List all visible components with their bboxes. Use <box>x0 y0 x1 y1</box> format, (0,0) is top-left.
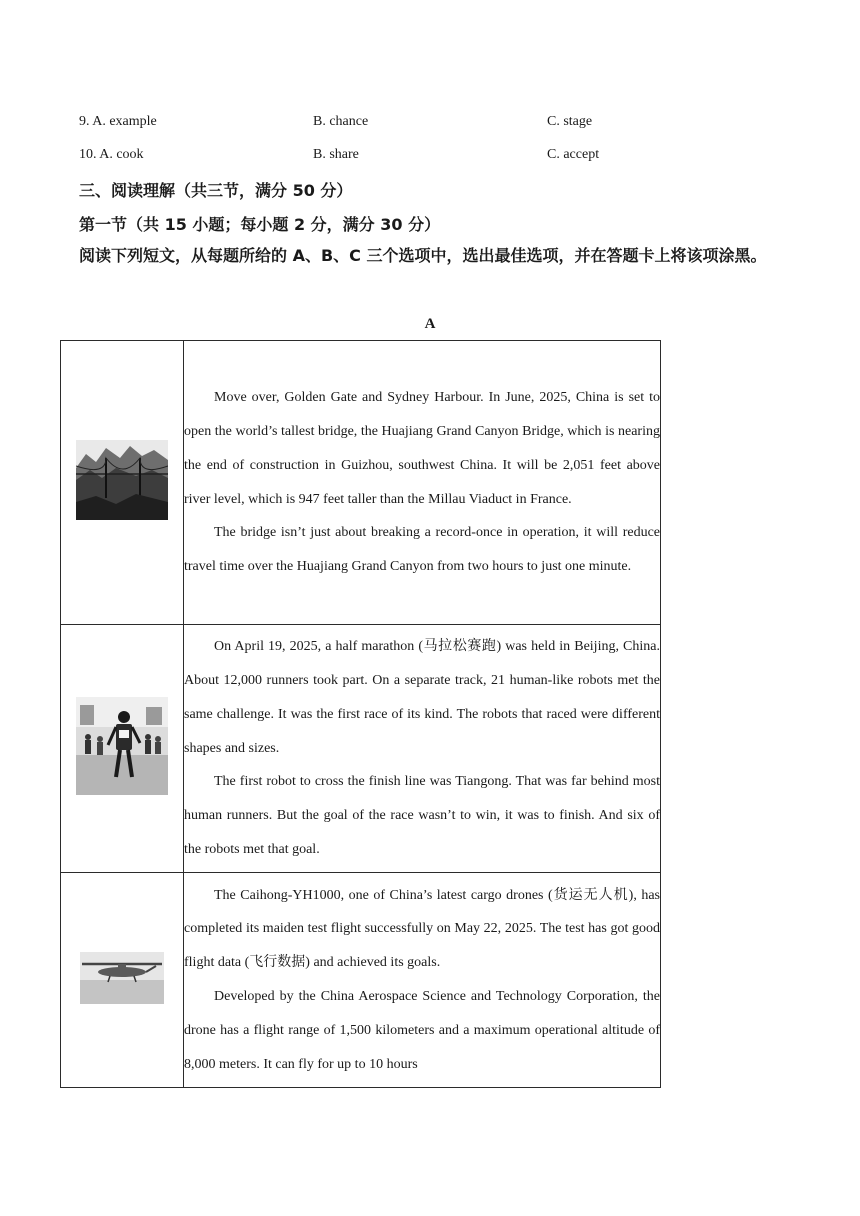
section-heading: 三、阅读理解（共三节，满分 50 分） <box>79 181 353 200</box>
passage-row <box>61 341 661 625</box>
passage-1-paragraph-2: The bridge isn’t just about breaking a record-once in operation, it will reduce travel time over the Huajiang Grand Canyon from two hours to just one minute. <box>184 525 660 575</box>
instructions: 阅读下列短文，从每题所给的 A、B、C 三个选项中，选出最佳选项，并在答题卡上将该项涂黑。 <box>79 246 767 265</box>
bridge-photo <box>76 440 168 525</box>
robot-runner-photo <box>76 697 168 800</box>
option-10-a: 10. A. cook <box>79 147 144 162</box>
passage-row <box>61 625 661 873</box>
option-10-c: C. accept <box>547 147 600 162</box>
option-9-b: B. chance <box>313 114 369 129</box>
passage-image-cell <box>61 625 184 873</box>
passage-image-cell <box>61 873 184 1088</box>
option-9-a: 9. A. example <box>79 114 157 129</box>
passage-3-paragraph-2: Developed by the China Aerospace Science and Technology Corporation, the drone has a flight range of 1,500 kilometers and a maximum operational altitude of 8,000 meters. It can fly for up to 10 hours <box>184 989 660 1072</box>
option-9-c: C. stage <box>547 114 593 129</box>
option-10-b: B. share <box>313 147 359 162</box>
passage-text-cell <box>184 873 661 1088</box>
cargo-drone-photo <box>80 952 164 1009</box>
passage-2-paragraph-2: The first robot to cross the finish line was Tiangong. That was far behind most human runners. But the goal of the race wasn’t to win, it was to finish. And six of the robots met that goal. <box>184 774 660 857</box>
part-heading: 第一节（共 15 小题；每小题 2 分，满分 30 分） <box>79 215 441 234</box>
passage-text-cell <box>184 341 661 625</box>
passage-image-cell <box>61 341 184 625</box>
passage-1-paragraph-1: Move over, Golden Gate and Sydney Harbour. In June, 2025, China is set to open the world’s tallest bridge, the Huajiang Grand Canyon Bridge, which is nearing the end of construction in Guizhou, southwest China. It will be 2,051 feet above river level, which is 947 feet taller than the Millau Viaduct in France. <box>184 390 660 507</box>
passage-row <box>61 873 661 1088</box>
option-row-9 <box>79 114 799 134</box>
option-row-10 <box>79 147 799 167</box>
passages-table <box>60 340 661 1088</box>
passage-text-cell <box>184 625 661 873</box>
passage-3-paragraph-1: The Caihong-YH1000, one of China’s latest cargo drones (货运无人机), has completed its maiden test flight successfully on May 22, 2025. The test has got good flight data (飞行数据) and achieved its goals. <box>184 887 660 971</box>
passage-label: A <box>424 316 436 332</box>
passage-2-paragraph-1: On April 19, 2025, a half marathon (马拉松赛跑) was held in Beijing, China. About 12,000 runners took part. On a separate track, 21 human-like robots met the same challenge. It was the first race of its kind. The robots that raced were different shapes and sizes. <box>184 639 660 756</box>
